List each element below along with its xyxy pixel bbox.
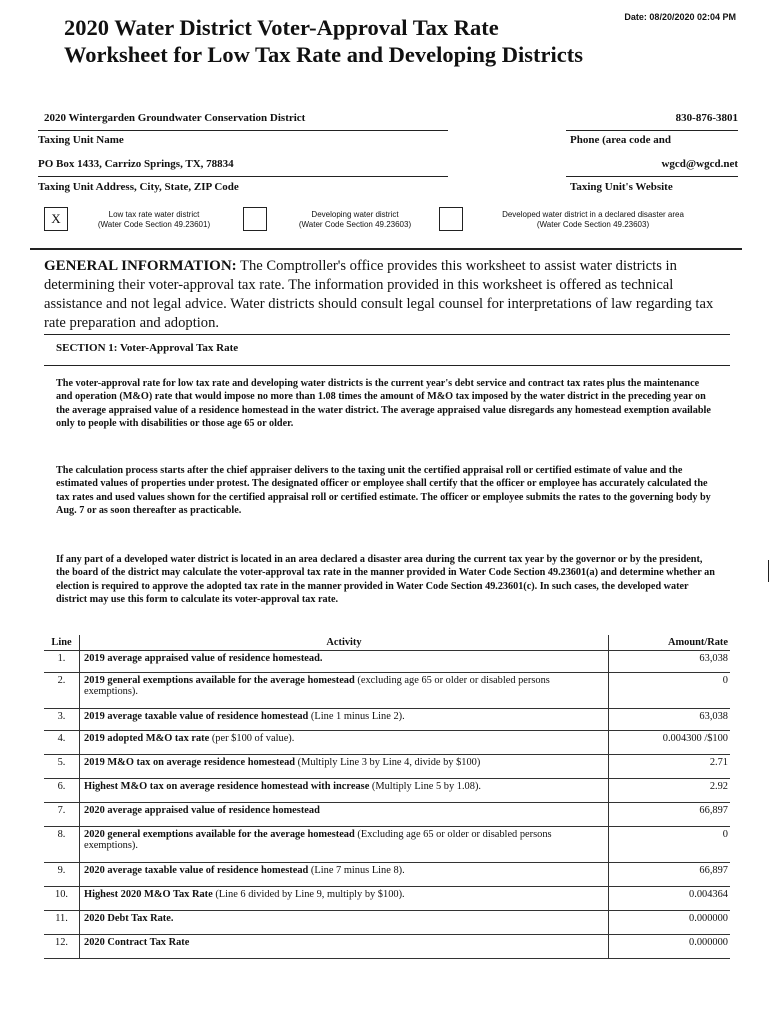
amount-field[interactable]: 0 (609, 827, 731, 863)
activity-cell (80, 709, 609, 731)
amount-field[interactable]: 2.92 (609, 779, 731, 803)
table-row (44, 803, 730, 827)
taxing-unit-name-label: Taxing Unit Name (38, 134, 124, 146)
activity-cell (80, 651, 609, 673)
activity-label: Highest M&O tax on average residence homestead with increase (84, 781, 370, 792)
developed-disaster-checkbox[interactable] (439, 207, 463, 231)
section-1-paragraph-1: The voter-approval rate for low tax rate and developing water districts is the current year's debt service and contract tax rates plus the maintenance and operation (M&O) rate that would impose no more than 1.08 times the amount of M&O tax imposed by the water district in the preceding year on the average appraised value of a residence homestead in the water district. The average appraised value disregards any homestead exemption available only to people with disabilities or those age 65 or older. (56, 378, 711, 430)
worksheet-title: 2020 Water District Voter-Approval Tax Rate Worksheet for Low Tax Rate and Developing Districts (64, 15, 583, 67)
line-number: 4. (44, 731, 80, 755)
option-code-section: (Water Code Section 49.23601) (97, 220, 211, 229)
table-row (44, 887, 730, 911)
divider (566, 130, 738, 131)
table-row (44, 863, 730, 887)
table-row (44, 673, 730, 709)
amount-field[interactable]: 66,897 (609, 803, 731, 827)
low-tax-rate-option (74, 210, 234, 230)
activity-cell (80, 935, 609, 959)
activity-label: 2020 Contract Tax Rate (84, 937, 190, 948)
activity-label: 2020 average taxable value of residence homestead (84, 865, 309, 876)
activity-cell (80, 887, 609, 911)
option-label: Developed water district in a declared disaster area (502, 210, 684, 219)
table-row (44, 827, 730, 863)
activity-cell (80, 911, 609, 935)
activity-cell (80, 863, 609, 887)
line-number: 8. (44, 827, 80, 863)
amount-field[interactable]: 0.000000 (609, 935, 731, 959)
activity-label: 2019 average taxable value of residence homestead (84, 711, 309, 722)
amount-field[interactable]: 66,897 (609, 863, 731, 887)
activity-label: 2019 general exemptions available for the average homestead (84, 675, 355, 686)
activity-cell (80, 779, 609, 803)
activity-detail: (Line 1 minus Line 2). (308, 711, 405, 722)
line-number: 7. (44, 803, 80, 827)
general-info-heading: GENERAL INFORMATION: (44, 258, 237, 274)
line-number: 6. (44, 779, 80, 803)
line-number: 10. (44, 887, 80, 911)
developed-disaster-option (478, 210, 708, 230)
general-information (44, 257, 734, 333)
option-label: Low tax rate water district (108, 210, 200, 219)
divider (44, 365, 730, 366)
activity-detail: (Line 7 minus Line 8). (308, 865, 405, 876)
line-number: 12. (44, 935, 80, 959)
amount-field[interactable]: 0 (609, 673, 731, 709)
table-row (44, 935, 730, 959)
phone-label: Phone (area code and (570, 134, 671, 146)
taxing-unit-address-label: Taxing Unit Address, City, State, ZIP Code (38, 181, 239, 193)
general-info-text: The Comptroller's office provides this worksheet to assist water districts in determining their voter-approval tax rate. The information provided in this worksheet is offered as technical assistance and not legal advice. Water districts should consult legal counsel for interpretations of law regarding tax rate preparation and adoption. (44, 258, 714, 331)
activity-cell (80, 755, 609, 779)
activity-detail: (Excluding age 65 or older or disabled persons exemptions). (84, 829, 552, 851)
divider (566, 176, 738, 177)
divider (30, 248, 742, 250)
option-label: Developing water district (311, 210, 399, 219)
amount-field[interactable]: 0.004300 /$100 (609, 731, 731, 755)
print-date: Date: 08/20/2020 02:04 PM (624, 12, 736, 22)
activity-label: 2020 Debt Tax Rate. (84, 913, 174, 924)
activity-label: 2019 adopted M&O tax rate (84, 733, 210, 744)
activity-label: 2019 average appraised value of residence homestead. (84, 653, 323, 664)
table-row (44, 651, 730, 673)
activity-cell (80, 803, 609, 827)
activity-label: Highest 2020 M&O Tax Rate (84, 889, 213, 900)
divider (44, 334, 730, 335)
table-row (44, 779, 730, 803)
divider (38, 176, 448, 177)
table-row (44, 709, 730, 731)
taxing-unit-name-value: 2020 Wintergarden Groundwater Conservation District (44, 112, 306, 124)
amount-column-header: Amount/Rate (609, 635, 731, 651)
low-tax-rate-checkbox[interactable]: X (44, 207, 68, 231)
activity-label: 2020 general exemptions available for the average homestead (84, 829, 355, 840)
developing-option (280, 210, 430, 230)
section-1-title: SECTION 1: Voter-Approval Tax Rate (56, 342, 239, 354)
website-label: Taxing Unit's Website (570, 181, 673, 193)
divider (38, 130, 448, 131)
line-number: 3. (44, 709, 80, 731)
table-row (44, 731, 730, 755)
amount-field[interactable]: 2.71 (609, 755, 731, 779)
table-row (44, 755, 730, 779)
line-number: 9. (44, 863, 80, 887)
table-header-row (44, 635, 730, 651)
line-number: 11. (44, 911, 80, 935)
option-code-section: (Water Code Section 49.23603) (536, 220, 650, 229)
website-value: wgcd@wgcd.net (661, 158, 738, 170)
activity-column-header: Activity (80, 635, 609, 651)
activity-label: 2019 M&O tax on average residence homestead (84, 757, 296, 768)
developing-checkbox[interactable] (243, 207, 267, 231)
section-1-paragraph-3: If any part of a developed water district is located in an area declared a disaster area during the current tax year by the governor or by the president, the board of the district may calculate the voter-approval tax rate in the manner provided in Water Code Section 49.23601(a) and determine whether an election is required to approve the adopted tax rate in the manner provided in Water Code Section 49.23601(c). In such cases, the developed water district may use this form to calculate its voter-approval tax rate. (56, 554, 715, 606)
line-number: 5. (44, 755, 80, 779)
activity-detail: (Multiply Line 3 by Line 4, divide by $100) (295, 757, 481, 768)
amount-field[interactable]: 63,038 (609, 709, 731, 731)
activity-label: 2020 average appraised value of residence homestead (84, 805, 320, 816)
line-number: 1. (44, 651, 80, 673)
line-column-header: Line (44, 635, 80, 651)
taxing-unit-address-value: PO Box 1433, Carrizo Springs, TX, 78834 (38, 158, 234, 170)
activity-detail: (Multiply Line 5 by 1.08). (369, 781, 482, 792)
section-1-paragraph-2: The calculation process starts after the chief appraiser delivers to the taxing unit the certified appraisal roll or certified estimate of value and the estimated values of properties under protest. The designated officer or employee shall certify that the officer or employee has accurately calculated the tax rates and used values shown for the certified appraisal roll or certified estimate. The officer or employee submits the rates to the governing body by Aug. 7 or as soon thereafter as practicable. (56, 465, 711, 517)
activity-detail: (per $100 of value). (209, 733, 295, 744)
activity-detail: (Line 6 divided by Line 9, multiply by $100). (212, 889, 405, 900)
activity-cell (80, 827, 609, 863)
amount-field[interactable]: 0.004364 (609, 887, 731, 911)
option-code-section: (Water Code Section 49.23603) (298, 220, 412, 229)
table-row (44, 911, 730, 935)
line-number: 2. (44, 673, 80, 709)
activity-detail: (excluding age 65 or older or disabled persons exemptions). (84, 675, 550, 697)
activity-cell (80, 731, 609, 755)
amount-field[interactable]: 63,038 (609, 651, 731, 673)
margin-mark (768, 560, 769, 582)
activity-cell (80, 673, 609, 709)
phone-value: 830-876-3801 (675, 112, 738, 124)
amount-field[interactable]: 0.000000 (609, 911, 731, 935)
worksheet-table (44, 635, 730, 959)
